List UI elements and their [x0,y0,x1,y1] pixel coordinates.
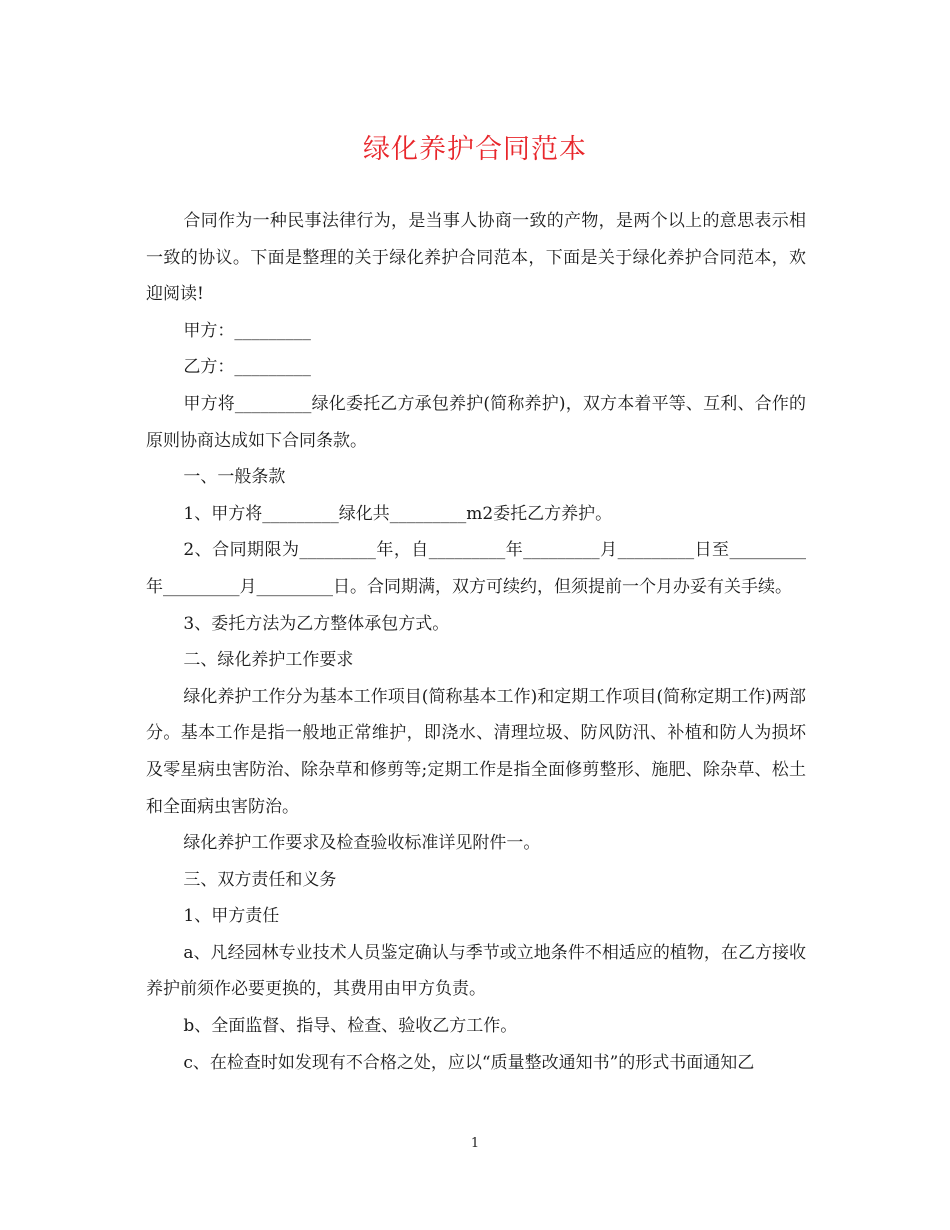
paragraph-work-items: 绿化养护工作分为基本工作项目(简称基本工作)和定期工作项目(简称定期工作)两部分。基本工作是指一般地正常维护，即浇水、清理垃圾、防风防汛、补植和防人为损坏及零星病虫害防治、除杂草和修剪等;定期工作是指全面修剪整形、施肥、除杂草、松土和全面病虫害防治。 [146,686,806,817]
clause-3-1-c: c、在检查时如发现有不合格之处，应以“质量整改通知书”的形式书面通知乙 [183,1052,755,1073]
paragraph-party-b: 乙方：_________ [183,357,311,378]
paragraph-party-a: 甲方：_________ [183,320,311,341]
clause-3-1-b: b、全面监督、指导、检查、验收乙方工作。 [183,1016,518,1037]
paragraph-standards: 绿化养护工作要求及检查验收标准详见附件一。 [183,833,541,854]
clause-1-2: 2、合同期限为_________年，自_________年_________月_________日至_________年_________月_________日。合同期满，双方可续约，但须提前一个月办妥有关手续。 [146,540,806,597]
section-heading-general: 一、一般条款 [183,467,286,488]
clause-1-3: 3、委托方法为乙方整体承包方式。 [183,613,450,634]
paragraph-intro: 合同作为一种民事法律行为，是当事人协商一致的产物，是两个以上的意思表示相一致的协议。下面是整理的关于绿化养护合同范本，下面是关于绿化养护合同范本，欢迎阅读! [146,211,806,305]
clause-1-1: 1、甲方将_________绿化共_________m2委托乙方养护。 [183,503,613,524]
subheading-party-a-duties: 1、甲方责任 [183,906,280,927]
clause-3-1-a: a、凡经园林专业技术人员鉴定确认与季节或立地条件不相适应的植物，在乙方接收养护前须作必要更换的，其费用由甲方负责。 [146,942,806,1000]
page-number: 1 [470,1136,480,1151]
paragraph-entrustment: 甲方将_________绿化委托乙方承包养护(简称养护)，双方本着平等、互利、合作的原则协商达成如下合同条款。 [146,393,806,451]
document-title: 绿化养护合同范本 [363,134,587,165]
document-body [146,203,806,1081]
section-heading-responsibilities: 三、双方责任和义务 [183,869,337,890]
section-heading-requirements: 二、绿化养护工作要求 [183,650,354,671]
